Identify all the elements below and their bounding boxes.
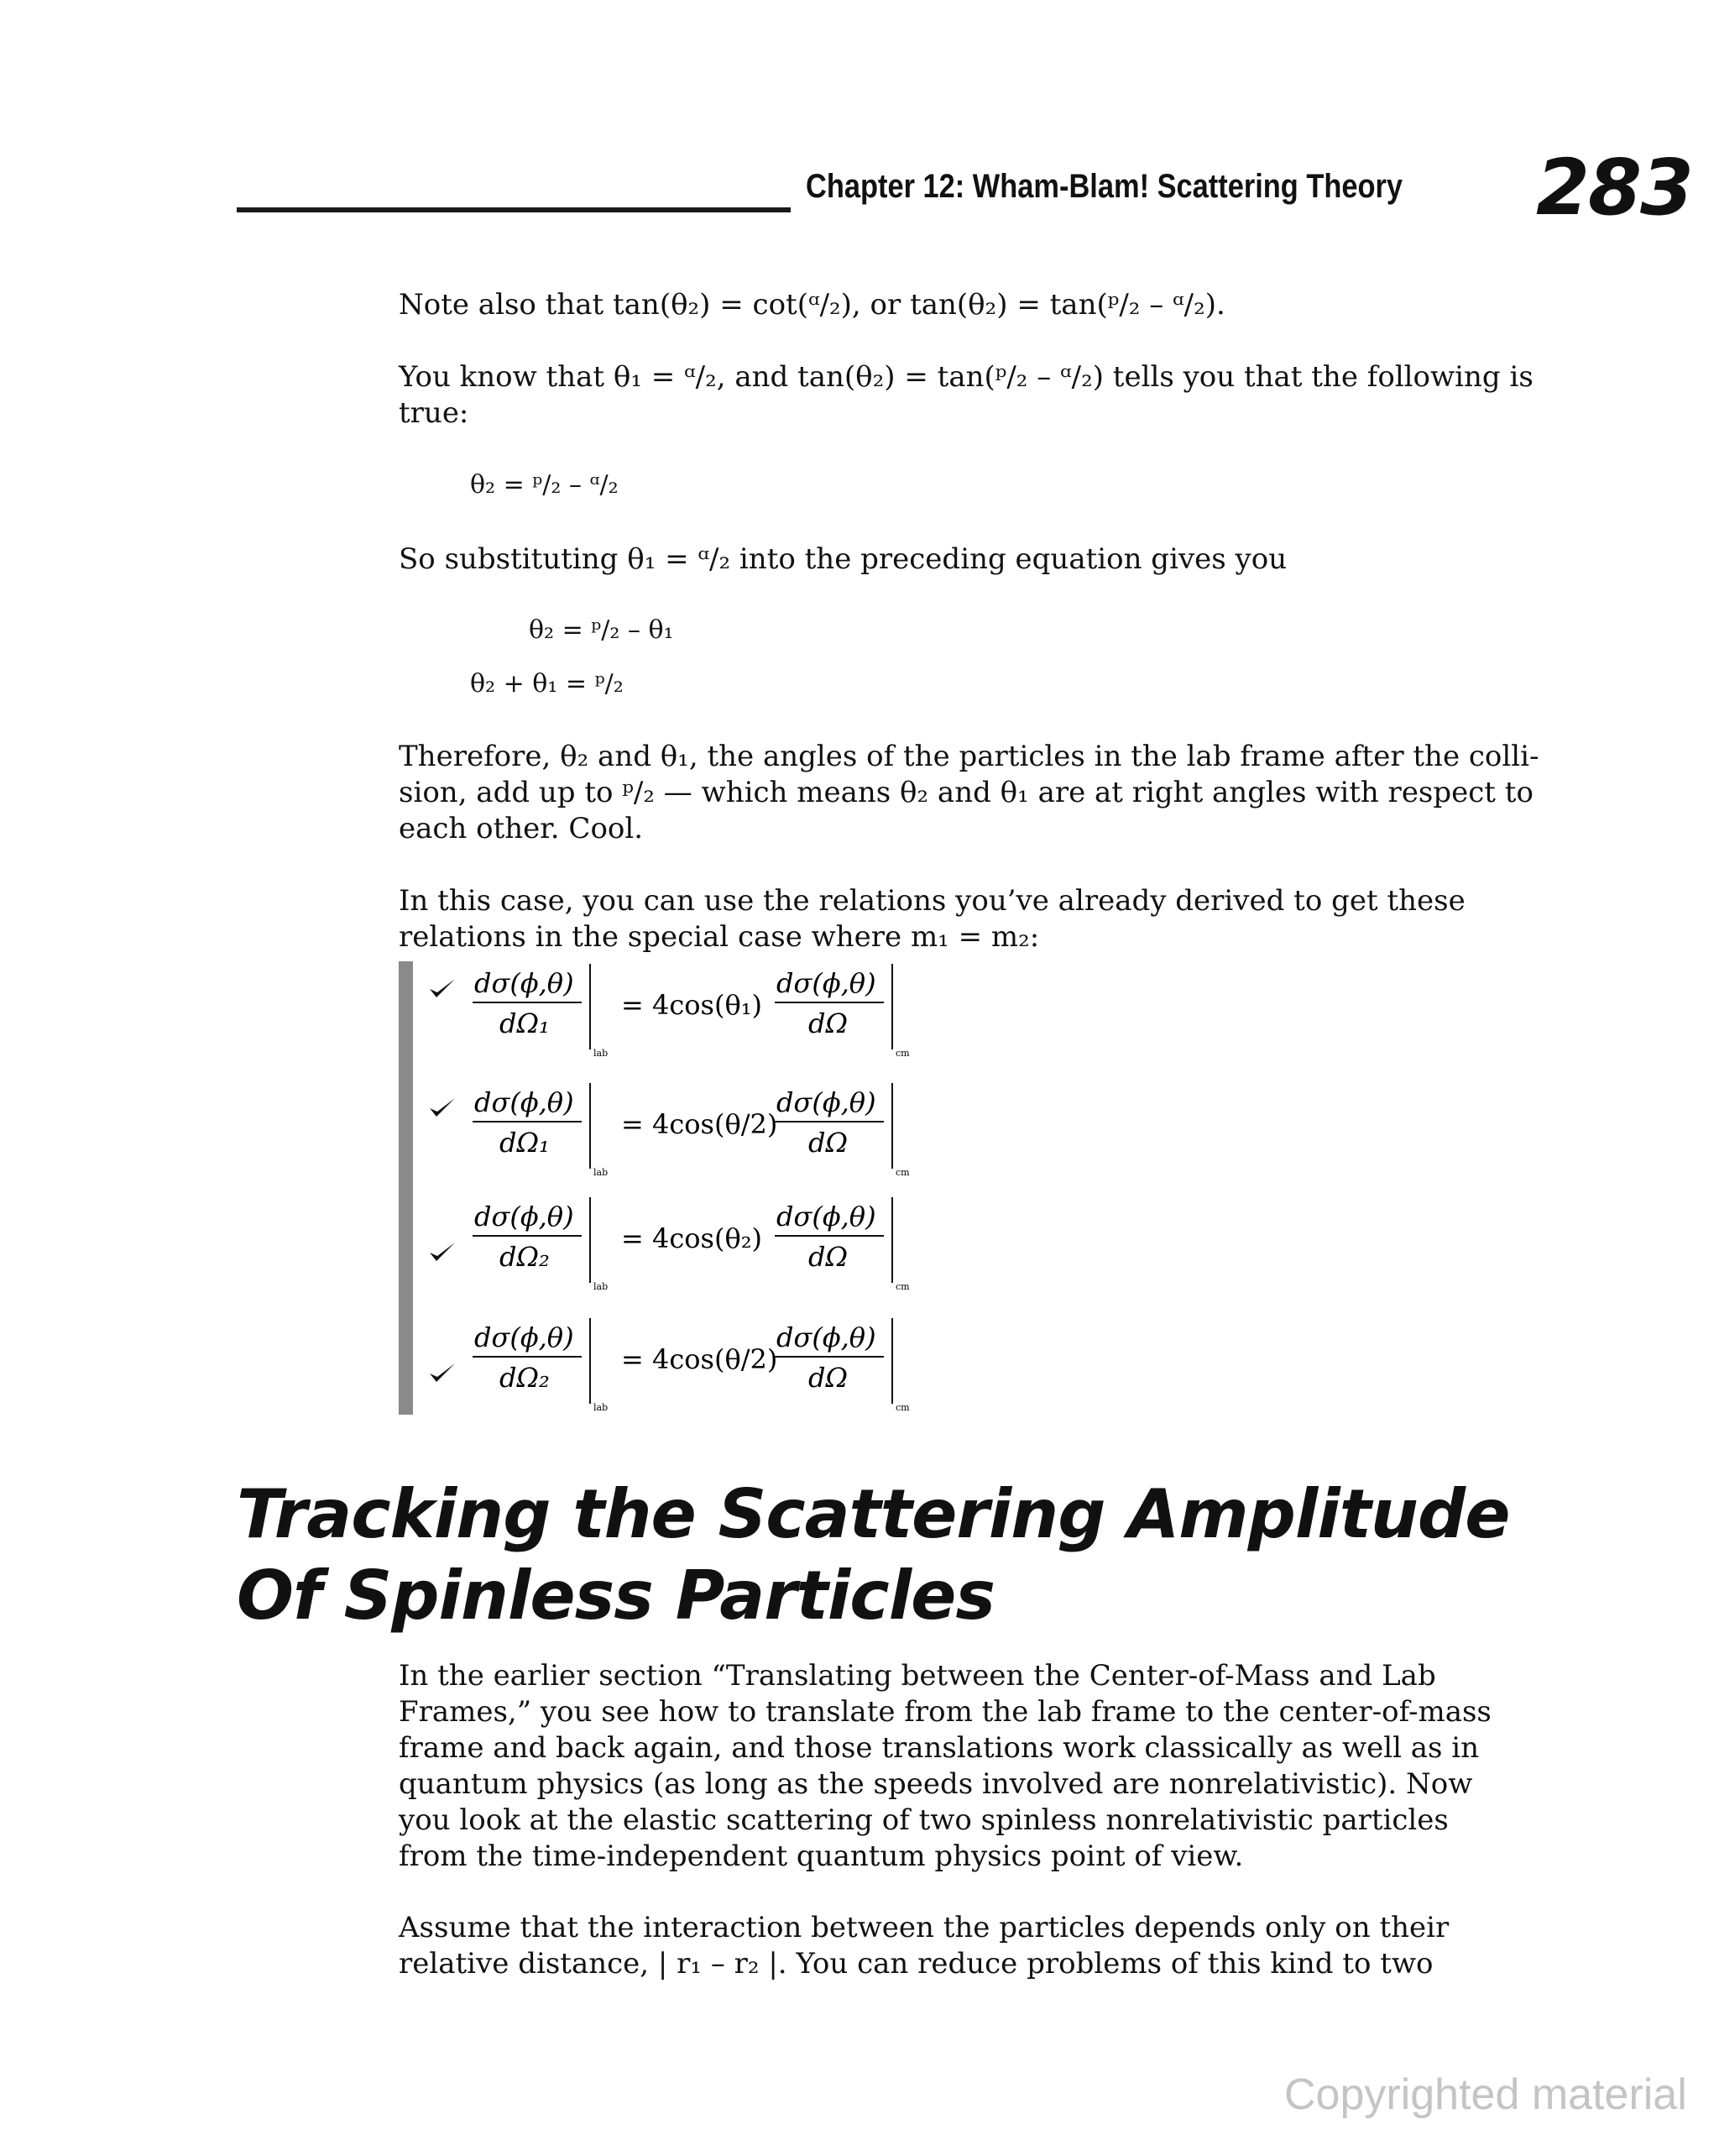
lhs-denominator: dΩ₂ — [499, 1362, 550, 1394]
rhs-numerator: dσ(ϕ,θ) — [776, 1086, 876, 1118]
check-icon — [428, 1239, 457, 1264]
rhs-denominator: dΩ — [808, 1127, 849, 1159]
rhs-denominator: dΩ — [808, 1241, 849, 1273]
paragraph-earlier-line2: Frames,” you see how to translate from the lab frame to the center-of-mass — [399, 1695, 1492, 1729]
rhs-denominator: dΩ — [808, 1007, 849, 1039]
paragraph-earlier-line1: In the earlier section “Translating between the Center-of-Mass and Lab — [399, 1659, 1436, 1693]
rhs-factor: = 4cos(θ/2) — [621, 1343, 778, 1375]
rhs-factor: = 4cos(θ₁) — [621, 989, 763, 1021]
equation-theta-sum: θ₂ + θ₁ = ᵖ/₂ — [470, 669, 624, 699]
lab-subscript: lab — [593, 1281, 609, 1292]
cm-subscript: cm — [896, 1281, 910, 1292]
paragraph-earlier-line4: quantum physics (as long as the speeds involved are nonrelativistic). Now — [399, 1767, 1473, 1801]
rhs-numerator: dσ(ϕ,θ) — [776, 1321, 876, 1353]
rhs-factor: = 4cos(θ/2) — [621, 1108, 778, 1140]
paragraph-assume-line1: Assume that the interaction between the particles depends only on their — [399, 1911, 1450, 1944]
header-rule — [237, 207, 791, 212]
lab-subscript: lab — [593, 1048, 609, 1059]
paragraph-therefore-line3: each other. Cool. — [399, 812, 644, 845]
paragraph-this-case-line1: In this case, you can use the relations you’ve already derived to get these — [399, 884, 1466, 918]
section-heading-line1: Tracking the Scattering Amplitude — [237, 1475, 1510, 1553]
equation-1 — [466, 957, 986, 1066]
lab-subscript: lab — [593, 1167, 609, 1178]
lhs-numerator: dσ(ϕ,θ) — [474, 1321, 574, 1353]
paragraph-theta1-line1: You know that θ₁ = ᵅ/₂, and tan(θ₂) = tan(ᵖ/₂ – ᵅ/₂) tells you that the following is — [399, 360, 1534, 394]
page-number: 283 — [1536, 143, 1693, 233]
chapter-title: Chapter 12: Wham-Blam! Scattering Theory — [806, 168, 1403, 205]
equation-theta2-minus-theta1: θ₂ = ᵖ/₂ – θ₁ — [529, 615, 674, 645]
check-icon — [428, 1360, 457, 1385]
cm-subscript: cm — [896, 1402, 910, 1413]
paragraph-assume-line2: relative distance, | r₁ – r₂ |. You can reduce problems of this kind to two — [399, 1947, 1434, 1981]
lhs-numerator: dσ(ϕ,θ) — [474, 1086, 574, 1118]
lhs-denominator: dΩ₁ — [499, 1127, 550, 1159]
paragraph-earlier-line3: frame and back again, and those translations work classically as well as in — [399, 1731, 1480, 1765]
section-heading — [237, 1473, 1509, 1636]
lhs-denominator: dΩ₁ — [499, 1007, 550, 1039]
equation-2 — [466, 1076, 986, 1185]
paragraph-therefore-line1: Therefore, θ₂ and θ₁, the angles of the particles in the lab frame after the colli- — [399, 740, 1539, 773]
equation-theta2: θ₂ = ᵖ/₂ – ᵅ/₂ — [470, 470, 619, 500]
paragraph-theta1-line2: true: — [399, 396, 469, 430]
copyright-watermark: Copyrighted material — [1284, 2070, 1687, 2119]
lhs-numerator: dσ(ϕ,θ) — [474, 967, 574, 999]
check-icon — [428, 976, 457, 1001]
equation-3 — [466, 1191, 986, 1300]
paragraph-this-case-line2: relations in the special case where m₁ = m₂: — [399, 920, 1040, 954]
rhs-denominator: dΩ — [808, 1362, 849, 1394]
lab-subscript: lab — [593, 1402, 609, 1413]
cm-subscript: cm — [896, 1048, 910, 1059]
rhs-factor: = 4cos(θ₂) — [621, 1222, 763, 1254]
equation-list-bar — [399, 961, 413, 1415]
lhs-denominator: dΩ₂ — [499, 1241, 550, 1273]
section-heading-line2: Of Spinless Particles — [237, 1557, 995, 1635]
check-icon — [428, 1095, 457, 1120]
paragraph-earlier-line6: from the time-independent quantum physics point of view. — [399, 1839, 1244, 1873]
cm-subscript: cm — [896, 1167, 910, 1178]
rhs-numerator: dσ(ϕ,θ) — [776, 967, 876, 999]
lhs-numerator: dσ(ϕ,θ) — [474, 1201, 574, 1232]
paragraph-earlier-line5: you look at the elastic scattering of two spinless nonrelativistic particles — [399, 1803, 1449, 1837]
paragraph-therefore-line2: sion, add up to ᵖ/₂ — which means θ₂ and θ₁ are at right angles with respect to — [399, 776, 1534, 809]
equation-4 — [466, 1311, 986, 1421]
paragraph-tan-note: Note also that tan(θ₂) = cot(ᵅ/₂), or tan(θ₂) = tan(ᵖ/₂ – ᵅ/₂). — [399, 288, 1225, 322]
paragraph-substituting: So substituting θ₁ = ᵅ/₂ into the preceding equation gives you — [399, 542, 1288, 576]
rhs-numerator: dσ(ϕ,θ) — [776, 1201, 876, 1232]
